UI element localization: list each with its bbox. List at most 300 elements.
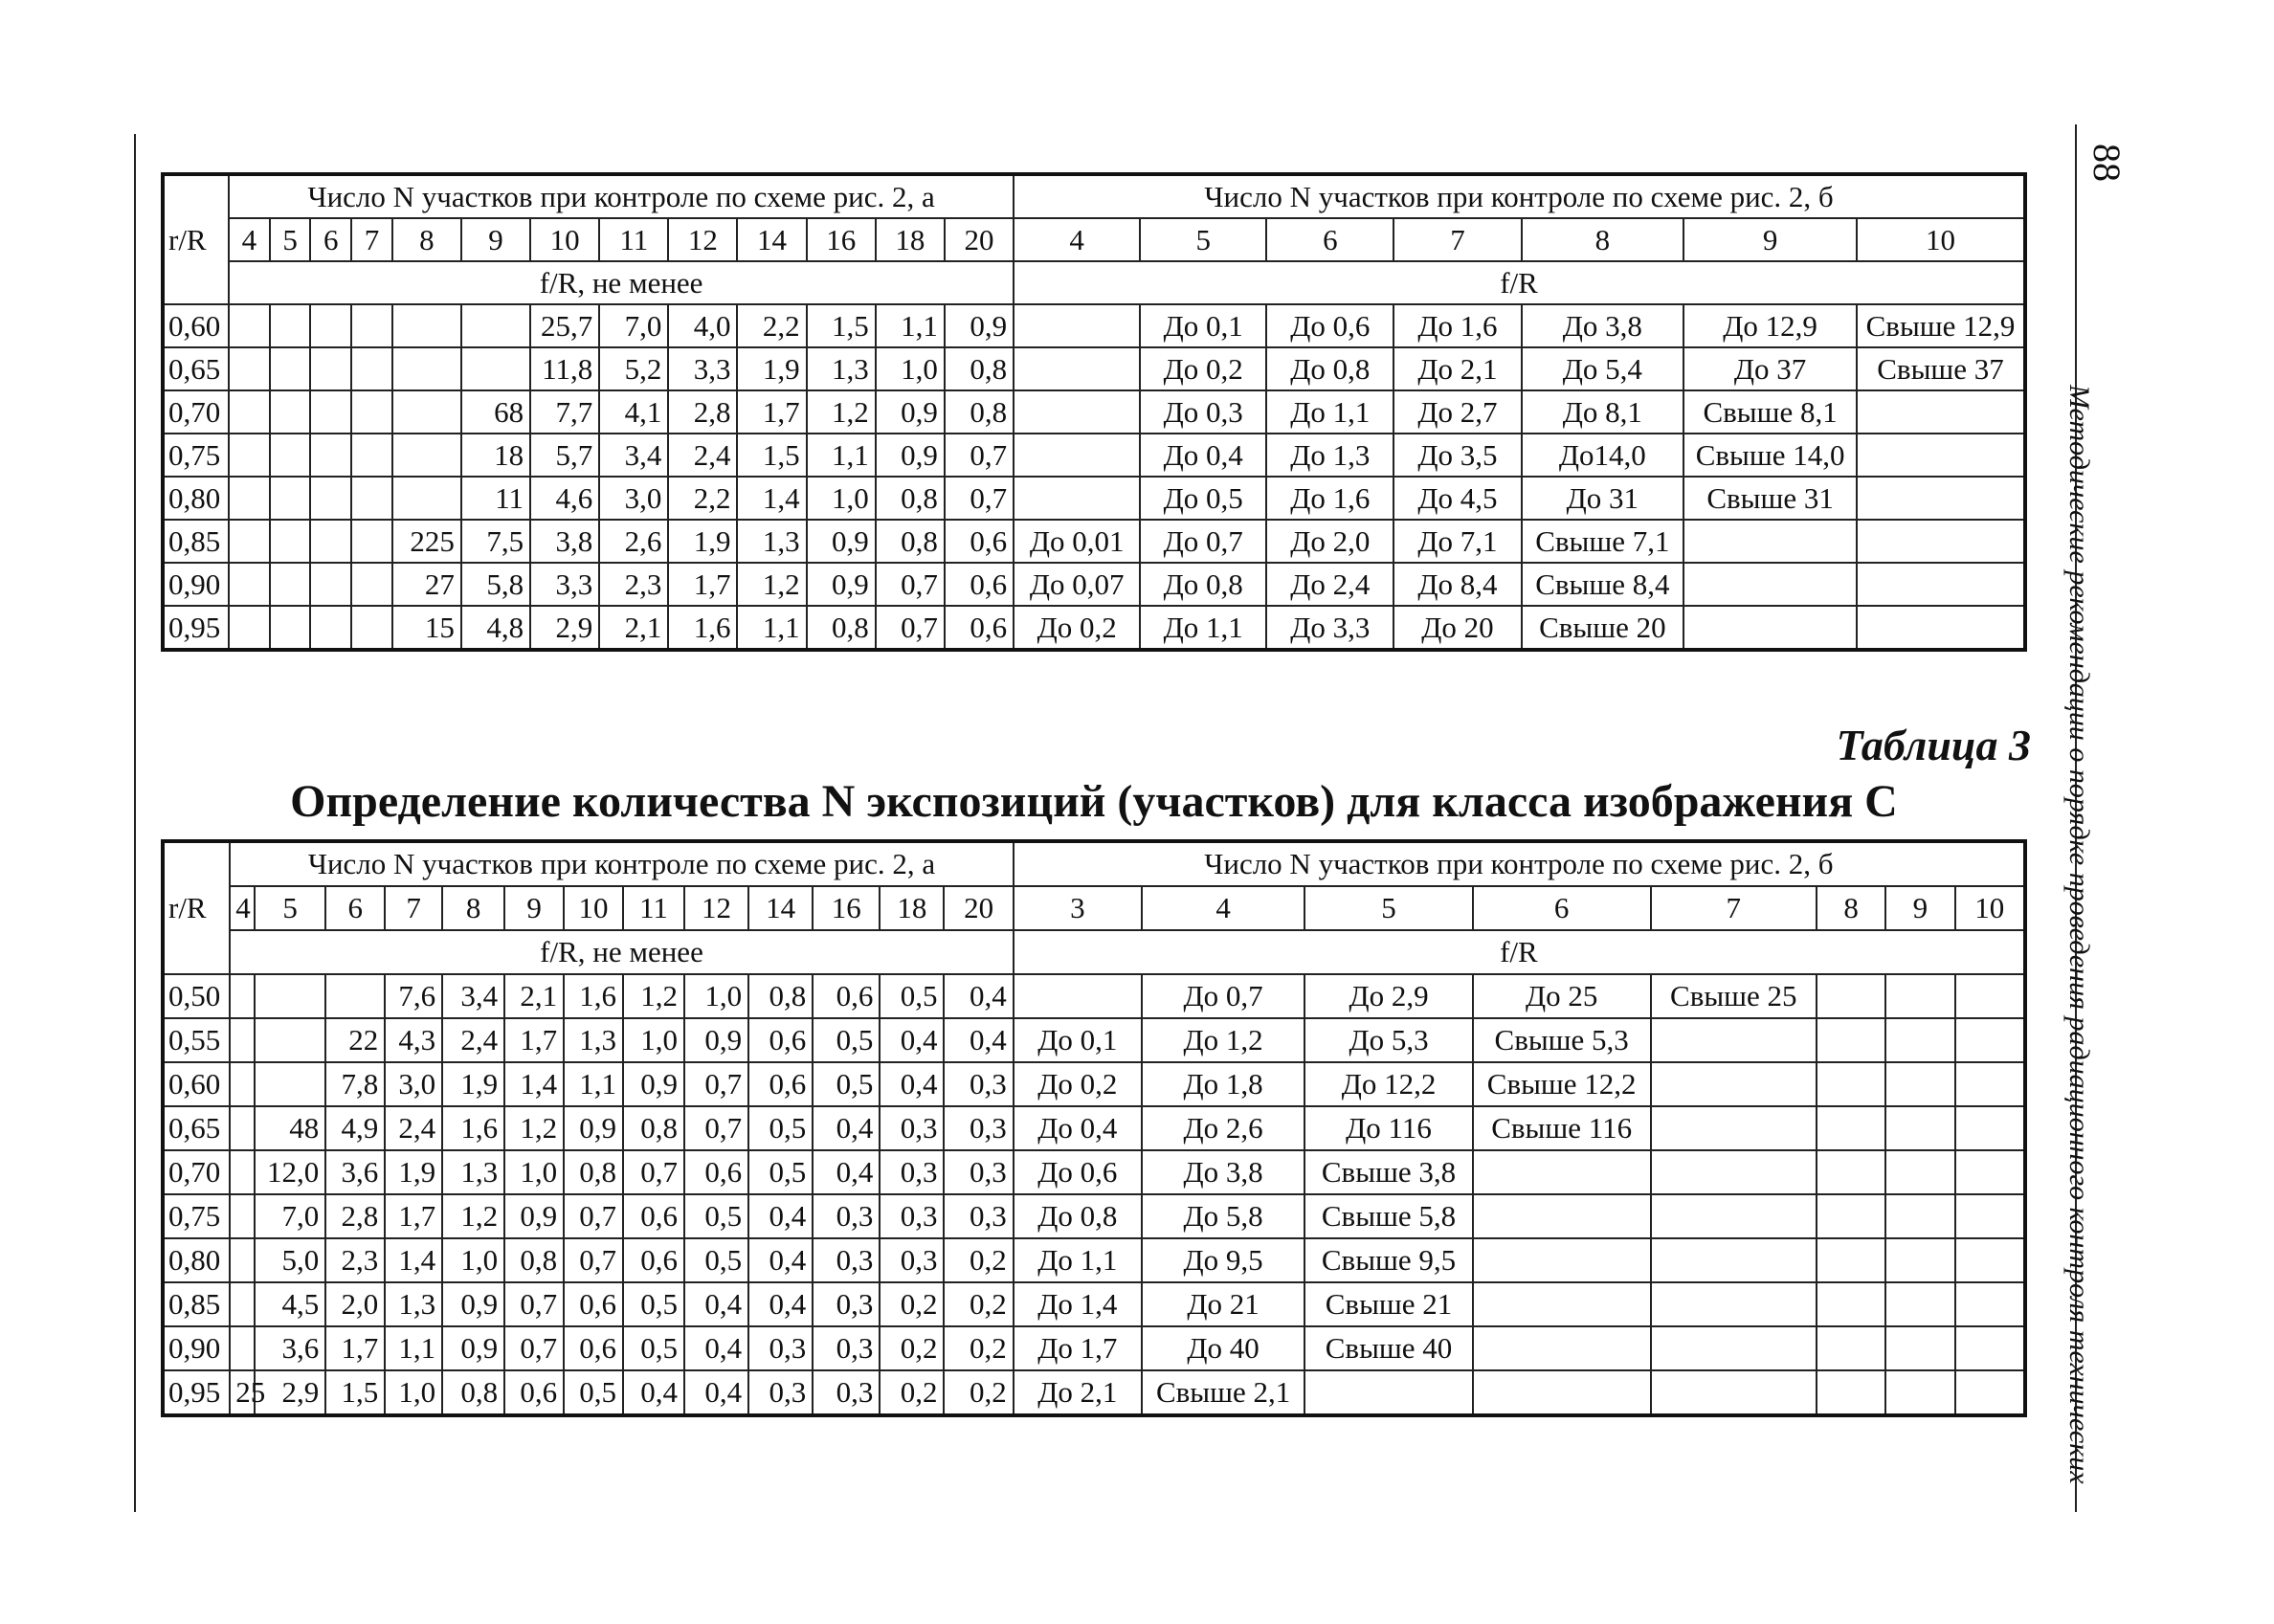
- value-cell-a: [230, 1326, 255, 1370]
- value-cell-b: Свыше 8,4: [1522, 563, 1684, 606]
- value-cell-b: [1857, 390, 2025, 434]
- value-cell-a: [229, 304, 270, 347]
- value-cell-b: До 37: [1683, 347, 1857, 390]
- group-a-header: Число N участков при контроле по схеме рис. 2, а: [229, 174, 1014, 218]
- column-header-a: 10: [564, 886, 623, 930]
- value-cell-b: [1473, 1370, 1651, 1415]
- value-cell-b: До 3,8: [1522, 304, 1684, 347]
- value-cell-a: 3,6: [325, 1150, 385, 1194]
- value-cell-b: [1817, 1194, 1885, 1238]
- value-cell-a: 0,6: [748, 1062, 813, 1106]
- value-cell-a: 0,8: [442, 1370, 504, 1415]
- value-cell-a: 0,8: [876, 477, 945, 520]
- value-cell-a: 22: [325, 1018, 385, 1062]
- value-cell-a: [229, 520, 270, 563]
- value-cell-b: До 0,3: [1140, 390, 1266, 434]
- table-row: [163, 1194, 2025, 1238]
- value-cell-b: [1651, 1062, 1817, 1106]
- value-cell-a: [310, 304, 351, 347]
- value-cell-a: 1,5: [325, 1370, 385, 1415]
- value-cell-b: [1683, 520, 1857, 563]
- value-cell-b: До 7,1: [1393, 520, 1521, 563]
- value-cell-a: 1,9: [385, 1150, 442, 1194]
- value-cell-a: 4,0: [668, 304, 737, 347]
- value-cell-a: 0,8: [564, 1150, 623, 1194]
- value-cell-b: До 3,3: [1266, 606, 1393, 650]
- rr-cell: 0,85: [163, 520, 229, 563]
- value-cell-a: 0,2: [880, 1326, 944, 1370]
- value-cell-a: 1,7: [504, 1018, 564, 1062]
- value-cell-a: [230, 1062, 255, 1106]
- value-cell-a: 0,7: [876, 606, 945, 650]
- value-cell-b: [1683, 606, 1857, 650]
- value-cell-a: 0,7: [876, 563, 945, 606]
- value-cell-b: Свыше 5,3: [1473, 1018, 1651, 1062]
- value-cell-a: 0,4: [623, 1370, 684, 1415]
- value-cell-b: [1817, 1326, 1885, 1370]
- value-cell-a: 0,4: [684, 1282, 748, 1326]
- value-cell-a: 0,9: [876, 434, 945, 477]
- value-cell-a: 2,1: [504, 974, 564, 1018]
- column-header-a: 5: [255, 886, 325, 930]
- value-cell-a: 0,3: [748, 1326, 813, 1370]
- column-header-a: 12: [684, 886, 748, 930]
- value-cell-a: 0,3: [880, 1194, 944, 1238]
- value-cell-b: До 1,4: [1014, 1282, 1142, 1326]
- value-cell-b: Свыше 40: [1304, 1326, 1472, 1370]
- value-cell-a: 0,4: [944, 1018, 1013, 1062]
- value-cell-b: [1885, 1370, 1954, 1415]
- value-cell-b: До 1,6: [1393, 304, 1521, 347]
- value-cell-b: До 3,5: [1393, 434, 1521, 477]
- value-cell-a: 7,5: [461, 520, 530, 563]
- value-cell-a: 0,2: [880, 1282, 944, 1326]
- value-cell-b: [1014, 347, 1140, 390]
- value-cell-a: 7,7: [530, 390, 599, 434]
- value-cell-a: [392, 304, 461, 347]
- value-cell-a: 0,4: [813, 1150, 880, 1194]
- value-cell-b: [1014, 477, 1140, 520]
- value-cell-b: До 0,8: [1140, 563, 1266, 606]
- value-cell-a: 0,3: [944, 1150, 1013, 1194]
- value-cell-a: [392, 347, 461, 390]
- units-header-b: f/R: [1014, 930, 2025, 974]
- value-cell-b: До 5,4: [1522, 347, 1684, 390]
- value-cell-a: 2,3: [325, 1238, 385, 1282]
- value-cell-a: [230, 974, 255, 1018]
- value-cell-a: 0,4: [944, 974, 1013, 1018]
- value-cell-a: 1,7: [385, 1194, 442, 1238]
- value-cell-b: Свыше 7,1: [1522, 520, 1684, 563]
- value-cell-a: 2,9: [530, 606, 599, 650]
- value-cell-a: 0,9: [564, 1106, 623, 1150]
- value-cell-a: [229, 390, 270, 434]
- value-cell-b: До 40: [1142, 1326, 1304, 1370]
- value-cell-b: [1955, 1150, 2026, 1194]
- value-cell-a: 0,6: [748, 1018, 813, 1062]
- rr-cell: 0,75: [163, 434, 229, 477]
- value-cell-a: 0,6: [504, 1370, 564, 1415]
- value-cell-b: До 1,6: [1266, 477, 1393, 520]
- value-cell-a: 1,0: [504, 1150, 564, 1194]
- table-row: [163, 1326, 2025, 1370]
- value-cell-b: [1955, 1194, 2026, 1238]
- value-cell-b: До 1,8: [1142, 1062, 1304, 1106]
- value-cell-a: [310, 347, 351, 390]
- value-cell-b: [1651, 1106, 1817, 1150]
- value-cell-a: 27: [392, 563, 461, 606]
- value-cell-b: До 1,1: [1014, 1238, 1142, 1282]
- value-cell-b: [1817, 1018, 1885, 1062]
- column-header-b: 3: [1014, 886, 1142, 930]
- value-cell-b: До 0,6: [1266, 304, 1393, 347]
- value-cell-a: 0,2: [944, 1282, 1013, 1326]
- value-cell-a: 1,0: [442, 1238, 504, 1282]
- value-cell-a: 1,7: [668, 563, 737, 606]
- running-title: Методические рекомендации о порядке проведения радиационного контроля технических: [2063, 385, 2095, 1484]
- value-cell-a: [270, 520, 311, 563]
- value-cell-b: [1885, 1150, 1954, 1194]
- value-cell-b: Свыше 116: [1473, 1106, 1651, 1150]
- value-cell-b: [1651, 1370, 1817, 1415]
- value-cell-a: [310, 520, 351, 563]
- value-cell-a: 1,9: [442, 1062, 504, 1106]
- value-cell-a: 1,7: [737, 390, 806, 434]
- value-cell-b: [1955, 1018, 2026, 1062]
- value-cell-a: 0,8: [504, 1238, 564, 1282]
- rr-cell: 0,85: [163, 1282, 230, 1326]
- table-row: [163, 347, 2025, 390]
- value-cell-a: 5,2: [599, 347, 668, 390]
- value-cell-a: [229, 434, 270, 477]
- value-cell-a: 0,4: [813, 1106, 880, 1150]
- value-cell-b: До 0,4: [1140, 434, 1266, 477]
- units-header-a: f/R, не менее: [229, 261, 1014, 304]
- value-cell-a: 18: [461, 434, 530, 477]
- value-cell-a: 1,1: [876, 304, 945, 347]
- value-cell-a: 1,0: [684, 974, 748, 1018]
- value-cell-b: До 0,8: [1014, 1194, 1142, 1238]
- value-cell-b: Свыше 2,1: [1142, 1370, 1304, 1415]
- column-header-a: 14: [737, 218, 806, 261]
- column-header-a: 8: [392, 218, 461, 261]
- value-cell-b: До 1,1: [1140, 606, 1266, 650]
- value-cell-a: [229, 347, 270, 390]
- value-cell-b: [1651, 1282, 1817, 1326]
- column-header-b: 5: [1304, 886, 1472, 930]
- value-cell-a: 5,8: [461, 563, 530, 606]
- value-cell-a: 0,9: [807, 563, 876, 606]
- value-cell-a: [310, 563, 351, 606]
- value-cell-b: Свыше 9,5: [1304, 1238, 1472, 1282]
- value-cell-a: 5,7: [530, 434, 599, 477]
- value-cell-a: 1,1: [385, 1326, 442, 1370]
- table-row: [163, 1106, 2025, 1150]
- table-row: [163, 563, 2025, 606]
- units-header-b: f/R: [1014, 261, 2025, 304]
- column-header-b: 8: [1817, 886, 1885, 930]
- value-cell-a: 0,5: [813, 1062, 880, 1106]
- value-cell-a: 225: [392, 520, 461, 563]
- value-cell-b: [1473, 1282, 1651, 1326]
- table-row: [163, 304, 2025, 347]
- value-cell-a: [351, 520, 392, 563]
- value-cell-b: Свыше 14,0: [1683, 434, 1857, 477]
- value-cell-a: 0,2: [944, 1326, 1013, 1370]
- value-cell-a: [229, 477, 270, 520]
- value-cell-a: 1,4: [504, 1062, 564, 1106]
- value-cell-a: [270, 434, 311, 477]
- value-cell-a: [230, 1150, 255, 1194]
- value-cell-b: До 0,7: [1140, 520, 1266, 563]
- rr-cell: 0,50: [163, 974, 230, 1018]
- value-cell-a: [230, 1106, 255, 1150]
- column-header-a: 9: [504, 886, 564, 930]
- value-cell-b: [1651, 1238, 1817, 1282]
- column-header-a: 11: [599, 218, 668, 261]
- value-cell-a: 1,4: [385, 1238, 442, 1282]
- value-cell-b: До 8,1: [1522, 390, 1684, 434]
- value-cell-b: [1651, 1150, 1817, 1194]
- value-cell-a: 0,3: [748, 1370, 813, 1415]
- table-row: [163, 974, 2025, 1018]
- value-cell-a: [310, 390, 351, 434]
- column-header-b: 10: [1955, 886, 2026, 930]
- column-header-a: 8: [442, 886, 504, 930]
- value-cell-b: [1473, 1238, 1651, 1282]
- column-header-a: 12: [668, 218, 737, 261]
- value-cell-b: Свыше 25: [1651, 974, 1817, 1018]
- value-cell-a: 0,5: [748, 1150, 813, 1194]
- value-cell-a: 1,3: [807, 347, 876, 390]
- value-cell-b: Свыше 12,9: [1857, 304, 2025, 347]
- rr-cell: 0,80: [163, 1238, 230, 1282]
- value-cell-b: До 2,1: [1393, 347, 1521, 390]
- value-cell-a: 0,7: [504, 1282, 564, 1326]
- value-cell-a: [351, 390, 392, 434]
- rr-cell: 0,80: [163, 477, 229, 520]
- table-row: [163, 1150, 2025, 1194]
- value-cell-a: 0,5: [748, 1106, 813, 1150]
- value-cell-b: [1817, 1150, 1885, 1194]
- value-cell-a: 1,0: [623, 1018, 684, 1062]
- column-header-b: 4: [1014, 218, 1140, 261]
- value-cell-b: [1955, 1106, 2026, 1150]
- value-cell-a: 0,4: [748, 1238, 813, 1282]
- value-cell-a: 0,6: [813, 974, 880, 1018]
- table-row: [163, 1282, 2025, 1326]
- value-cell-b: До 9,5: [1142, 1238, 1304, 1282]
- value-cell-a: 3,0: [599, 477, 668, 520]
- value-cell-a: [270, 563, 311, 606]
- value-cell-a: 1,6: [442, 1106, 504, 1150]
- table-row: [163, 1238, 2025, 1282]
- value-cell-b: До 4,5: [1393, 477, 1521, 520]
- value-cell-a: 0,5: [564, 1370, 623, 1415]
- value-cell-a: [351, 304, 392, 347]
- value-cell-a: 0,9: [945, 304, 1014, 347]
- value-cell-b: [1955, 1062, 2026, 1106]
- header-row-groups: [163, 841, 2025, 886]
- value-cell-a: 0,7: [945, 477, 1014, 520]
- value-cell-a: 0,8: [623, 1106, 684, 1150]
- value-cell-a: 2,4: [385, 1106, 442, 1150]
- value-cell-a: 0,9: [876, 390, 945, 434]
- header-row-columns: [163, 218, 2025, 261]
- value-cell-b: [1014, 304, 1140, 347]
- value-cell-b: До 0,2: [1014, 1062, 1142, 1106]
- value-cell-b: До 20: [1393, 606, 1521, 650]
- value-cell-a: [230, 1282, 255, 1326]
- value-cell-b: До 0,8: [1266, 347, 1393, 390]
- value-cell-b: До 8,4: [1393, 563, 1521, 606]
- value-cell-a: 2,8: [668, 390, 737, 434]
- table-title: Определение количества N экспозиций (участков) для класса изображения С: [290, 776, 1898, 827]
- value-cell-a: 2,8: [325, 1194, 385, 1238]
- value-cell-b: [1857, 563, 2025, 606]
- value-cell-b: До 2,9: [1304, 974, 1472, 1018]
- group-b-header: Число N участков при контроле по схеме рис. 2, б: [1014, 841, 2025, 886]
- value-cell-a: 0,4: [880, 1062, 944, 1106]
- value-cell-a: 0,9: [684, 1018, 748, 1062]
- page-number: 88: [2085, 144, 2129, 182]
- value-cell-a: 4,5: [255, 1282, 325, 1326]
- rr-header-cell: r/R: [163, 174, 229, 304]
- column-header-a: 14: [748, 886, 813, 930]
- value-cell-a: 4,1: [599, 390, 668, 434]
- units-header-a: f/R, не менее: [230, 930, 1014, 974]
- value-cell-a: 1,6: [668, 606, 737, 650]
- value-cell-a: 4,6: [530, 477, 599, 520]
- value-cell-b: До 0,1: [1014, 1018, 1142, 1062]
- column-header-b: 9: [1683, 218, 1857, 261]
- value-cell-a: 0,6: [623, 1238, 684, 1282]
- value-cell-a: 0,3: [880, 1150, 944, 1194]
- value-cell-a: 1,2: [623, 974, 684, 1018]
- rr-cell: 0,95: [163, 1370, 230, 1415]
- value-cell-b: [1955, 1282, 2026, 1326]
- value-cell-a: [351, 606, 392, 650]
- value-cell-b: До 0,7: [1142, 974, 1304, 1018]
- value-cell-a: 11,8: [530, 347, 599, 390]
- value-cell-a: 12,0: [255, 1150, 325, 1194]
- value-cell-a: 1,4: [737, 477, 806, 520]
- value-cell-a: [461, 347, 530, 390]
- value-cell-b: [1304, 1370, 1472, 1415]
- value-cell-a: [461, 304, 530, 347]
- value-cell-b: Свыше 21: [1304, 1282, 1472, 1326]
- value-cell-a: [230, 1238, 255, 1282]
- value-cell-a: 0,4: [684, 1326, 748, 1370]
- value-cell-a: 0,3: [813, 1370, 880, 1415]
- value-cell-a: 0,6: [945, 563, 1014, 606]
- value-cell-a: 0,7: [684, 1062, 748, 1106]
- value-cell-a: 0,9: [442, 1282, 504, 1326]
- value-cell-a: 0,8: [876, 520, 945, 563]
- value-cell-b: До 2,7: [1393, 390, 1521, 434]
- value-cell-a: 2,2: [668, 477, 737, 520]
- group-a-header: Число N участков при контроле по схеме рис. 2, а: [230, 841, 1014, 886]
- value-cell-b: До14,0: [1522, 434, 1684, 477]
- value-cell-a: 1,5: [807, 304, 876, 347]
- value-cell-a: 0,4: [684, 1370, 748, 1415]
- value-cell-a: 0,6: [623, 1194, 684, 1238]
- column-header-b: 6: [1266, 218, 1393, 261]
- value-cell-a: 2,9: [255, 1370, 325, 1415]
- value-cell-a: 3,4: [442, 974, 504, 1018]
- value-cell-a: 0,3: [813, 1282, 880, 1326]
- value-cell-b: [1817, 1370, 1885, 1415]
- value-cell-b: [1885, 1282, 1954, 1326]
- value-cell-a: 0,3: [944, 1106, 1013, 1150]
- value-cell-b: До 2,1: [1014, 1370, 1142, 1415]
- value-cell-a: [310, 477, 351, 520]
- value-cell-a: [392, 390, 461, 434]
- value-cell-a: 7,8: [325, 1062, 385, 1106]
- value-cell-a: 0,7: [504, 1326, 564, 1370]
- value-cell-b: До 0,2: [1140, 347, 1266, 390]
- value-cell-a: 3,4: [599, 434, 668, 477]
- value-cell-a: 0,3: [944, 1194, 1013, 1238]
- value-cell-a: [255, 1018, 325, 1062]
- value-cell-a: 1,9: [737, 347, 806, 390]
- value-cell-a: [270, 390, 311, 434]
- value-cell-b: [1651, 1326, 1817, 1370]
- value-cell-a: 1,9: [668, 520, 737, 563]
- value-cell-a: [255, 974, 325, 1018]
- value-cell-a: 2,0: [325, 1282, 385, 1326]
- value-cell-b: Свыше 37: [1857, 347, 2025, 390]
- value-cell-a: 1,1: [807, 434, 876, 477]
- value-cell-a: [351, 347, 392, 390]
- left-margin-rule: [134, 134, 136, 1512]
- column-header-b: 9: [1885, 886, 1954, 930]
- value-cell-a: 2,2: [737, 304, 806, 347]
- rr-cell: 0,75: [163, 1194, 230, 1238]
- value-cell-a: [351, 434, 392, 477]
- value-cell-a: 0,7: [564, 1194, 623, 1238]
- value-cell-a: 1,1: [737, 606, 806, 650]
- value-cell-a: 0,5: [684, 1238, 748, 1282]
- value-cell-a: 1,2: [737, 563, 806, 606]
- value-cell-b: [1473, 1194, 1651, 1238]
- column-header-a: 6: [310, 218, 351, 261]
- column-header-b: 4: [1142, 886, 1304, 930]
- value-cell-b: До 5,3: [1304, 1018, 1472, 1062]
- value-cell-a: [270, 347, 311, 390]
- value-cell-a: 1,3: [737, 520, 806, 563]
- value-cell-a: 0,6: [684, 1150, 748, 1194]
- value-cell-a: 2,4: [668, 434, 737, 477]
- value-cell-a: [325, 974, 385, 1018]
- column-header-a: 18: [876, 218, 945, 261]
- value-cell-a: [270, 606, 311, 650]
- value-cell-a: 0,9: [623, 1062, 684, 1106]
- table-row: [163, 477, 2025, 520]
- value-cell-a: 0,5: [880, 974, 944, 1018]
- header-row-units: [163, 261, 2025, 304]
- value-cell-a: 0,2: [880, 1370, 944, 1415]
- value-cell-a: 1,3: [564, 1018, 623, 1062]
- value-cell-a: 3,8: [530, 520, 599, 563]
- value-cell-a: 0,9: [807, 520, 876, 563]
- value-cell-b: Свыше 8,1: [1683, 390, 1857, 434]
- column-header-a: 10: [530, 218, 599, 261]
- value-cell-a: 15: [392, 606, 461, 650]
- value-cell-b: [1857, 477, 2025, 520]
- value-cell-b: [1014, 434, 1140, 477]
- value-cell-a: 4,9: [325, 1106, 385, 1150]
